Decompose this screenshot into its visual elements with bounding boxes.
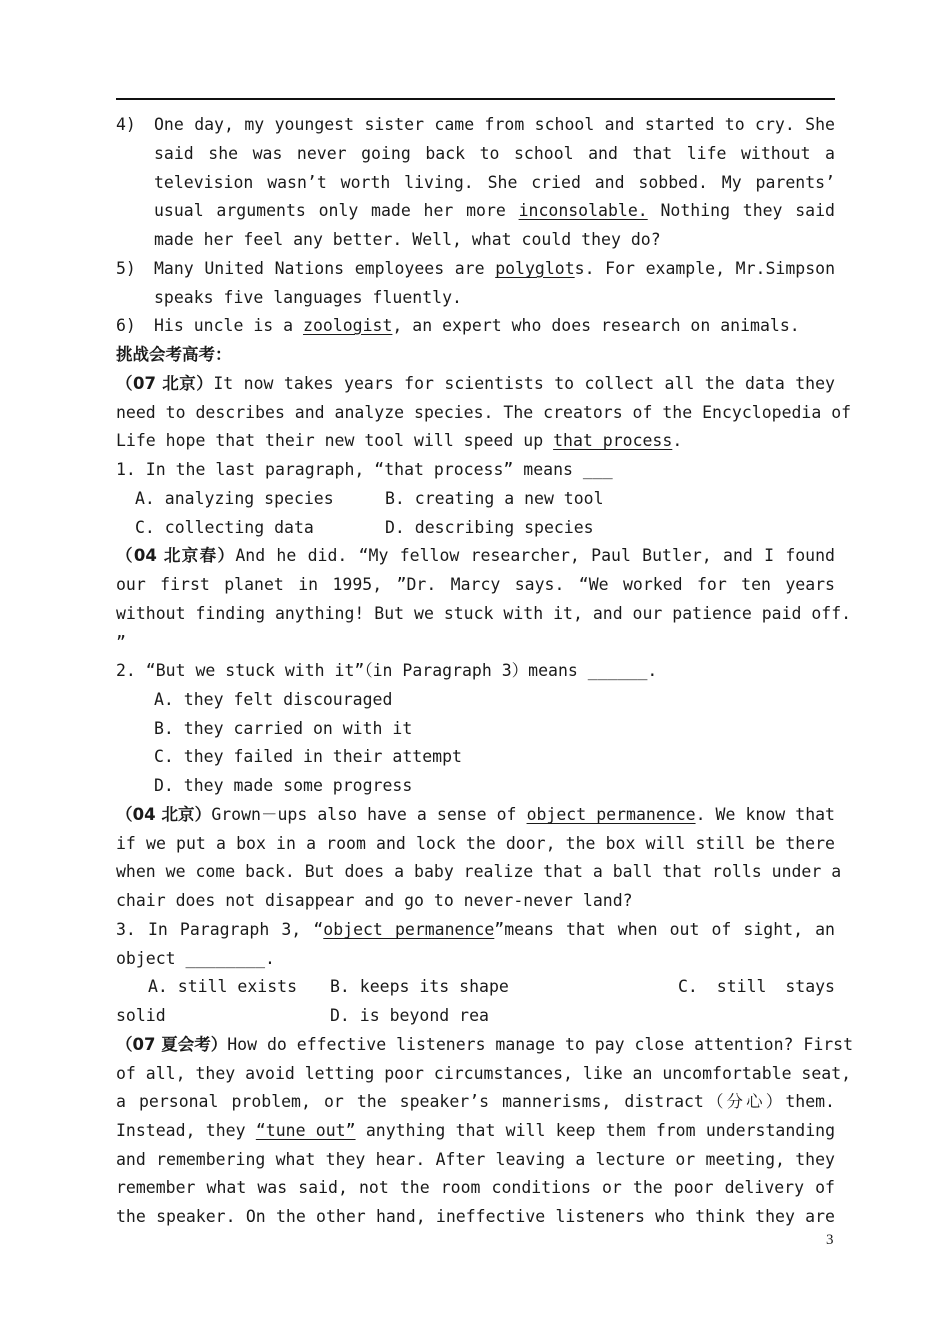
passage-4-line-4: Instead, they “tune out” anything that will keep them from understanding — [116, 1121, 835, 1140]
passage-4-line-7: the speaker. On the other hand, ineffective listeners who think they are — [116, 1207, 835, 1226]
passage-3-line-3: when we come back. But does a baby realize that a ball that rolls under a — [116, 862, 842, 881]
underlined-word-zoologist: zoologist — [303, 316, 393, 335]
passage-3-tag: （04 北京） — [116, 805, 212, 824]
header-rule — [116, 98, 835, 100]
option-c: C. still stays — [678, 977, 835, 996]
item-5-number: 5) — [116, 259, 136, 278]
option-a: A. analyzing species — [135, 489, 334, 508]
option-c: C. collecting data — [135, 518, 314, 537]
item-5-line-1: 5) Many United Nations employees are polyglots. For example, Mr.Simpson — [154, 255, 835, 284]
question-2-option-c: C. they failed in their attempt — [154, 747, 462, 766]
underlined-phrase-object-permanence: object permanence — [526, 805, 696, 824]
option-d: D. describing species — [385, 518, 594, 537]
question-1-options-row-2 — [135, 514, 835, 543]
passage-2-line-1: （04 北京春）And he did. “My fellow researcher, Paul Butler, and I found — [116, 546, 835, 565]
question-3-options-row-2 — [116, 1002, 835, 1031]
item-4-line-1: 4) One day, my youngest sister came from school and started to cry. She — [154, 111, 835, 140]
question-3-stem-line-2: object ________. — [116, 949, 275, 968]
option-a: A. still exists — [148, 977, 298, 996]
item-4-line-3: television wasn’t worth living. She cried and sobbed. My parents’ — [154, 173, 835, 192]
passage-3-line-4: chair does not disappear and go to never-never land? — [116, 891, 633, 910]
passage-1-line-1: （07 北京）It now takes years for scientists to collect all the data they — [116, 374, 835, 393]
underlined-word-polyglot: polyglot — [495, 259, 575, 278]
passage-2-line-4: ” — [116, 633, 126, 652]
challenge-heading: 挑战会考高考： — [116, 345, 232, 364]
passage-2-tag: （04 北京春） — [116, 546, 236, 565]
underlined-word-inconsolable: inconsolable. — [518, 201, 648, 220]
passage-2-line-2: our first planet in 1995, ”Dr. Marcy says. “We worked for ten years — [116, 575, 835, 594]
passage-1-line-3: Life hope that their new tool will speed up that process. — [116, 431, 683, 450]
passage-4-line-3: a personal problem, or the speaker’s mannerisms, distract（分心）them. — [116, 1092, 835, 1111]
passage-1-tag: （07 北京） — [116, 374, 214, 393]
item-5-line-2: speaks five languages fluently. — [154, 288, 462, 307]
option-b: B. creating a new tool — [385, 489, 604, 508]
question-1-stem: 1. In the last paragraph, “that process” means ___ — [116, 460, 613, 479]
item-4-line-4: usual arguments only made her more inconsolable. Nothing they said — [154, 201, 835, 220]
underlined-phrase-that-process: that process — [553, 431, 673, 450]
passage-4-line-6: remember what was said, not the room conditions or the poor delivery of — [116, 1178, 835, 1197]
passage-2-line-3: without finding anything! But we stuck with it, and our patience paid off. — [116, 604, 852, 623]
option-b: B. keeps its shape — [330, 977, 509, 996]
passage-4-line-1: （07 夏会考）How do effective listeners manage to pay close attention? First — [116, 1035, 854, 1054]
item-4-line-2: said she was never going back to school and that life without a — [154, 144, 835, 163]
option-c-continued: solid — [116, 1006, 166, 1025]
passage-1-line-2: need to describes and analyze species. The creators of the Encyclopedia of — [116, 403, 852, 422]
question-1-options-row-1 — [135, 485, 835, 514]
question-2-option-d: D. they made some progress — [154, 776, 413, 795]
passage-3-line-2: if we put a box in a room and lock the door, the box will still be there — [116, 834, 835, 853]
option-d: D. is beyond rea — [330, 1006, 489, 1025]
item-6-number: 6) — [116, 316, 136, 335]
passage-4-line-5: and remembering what they hear. After leaving a lecture or meeting, they — [116, 1150, 835, 1169]
passage-3-line-1: （04 北京）Grown－ups also have a sense of object permanence. We know that — [116, 805, 835, 824]
passage-4-line-2: of all, they avoid letting poor circumstances, like an uncomfortable seat, — [116, 1064, 852, 1083]
underlined-phrase-object-permanence-q3: object permanence — [323, 920, 495, 939]
question-2-option-b: B. they carried on with it — [154, 719, 413, 738]
underlined-phrase-tune-out: “tune out” — [255, 1121, 356, 1140]
question-2-option-a: A. they felt discouraged — [154, 690, 393, 709]
item-4-number: 4) — [116, 115, 136, 134]
item-6-line-1: 6) His uncle is a zoologist, an expert who does research on animals. — [154, 312, 835, 341]
question-2-stem: 2. “But we stuck with it”（in Paragraph 3）means ______. — [116, 661, 658, 680]
item-4-line-5: made her feel any better. Well, what could they do? — [154, 230, 661, 249]
page-number: 3 — [826, 1232, 834, 1248]
passage-4-tag: （07 夏会考） — [116, 1035, 228, 1054]
question-3-stem-line-1: 3. In Paragraph 3, “object permanence”means that when out of sight, an — [116, 920, 835, 939]
